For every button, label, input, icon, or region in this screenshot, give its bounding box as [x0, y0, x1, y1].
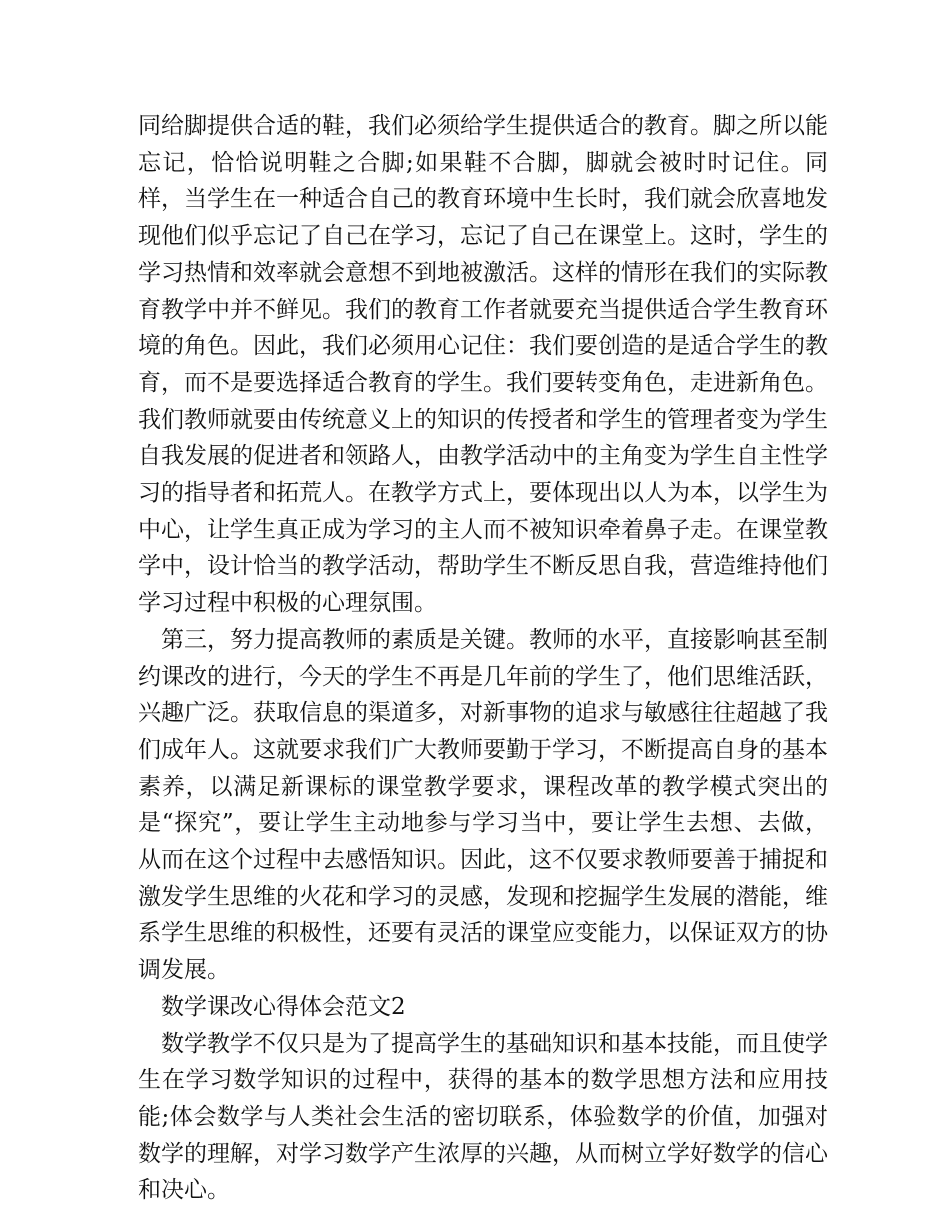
section-heading: 数学课改心得体会范文2: [161, 993, 406, 1020]
body-paragraph-2: 第三，努力提高教师的素质是关键。教师的水平，直接影响甚至制约课改的进行，今天的学生不再是几年前的学生了，他们思维活跃，兴趣广泛。获取信息的渠道多，对新事物的追求与敏感往往超越了我们成年人。这就要求我们广大教师要勤于学习，不断提高自身的基本素养，以满足新课标的课堂教学要求，课程改革的教学模式突出的是“探究”，要让学生主动地参与学习当中，要让学生去想、去做，从而在这个过程中去感悟知识。因此，这不仅要求教师要善于捕捉和激发学生思维的火花和学习的灵感，发现和挖掘学生发展的潜能，维系学生思维的积极性，还要有灵活的课堂应变能力，以保证双方的协调发展。: [138, 626, 828, 984]
document-body: [138, 108, 828, 1209]
body-paragraph-1: 同给脚提供合适的鞋，我们必须给学生提供适合的教育。脚之所以能忘记，恰恰说明鞋之合脚;如果鞋不合脚，脚就会被时时记住。同样，当学生在一种适合自己的教育环境中生长时，我们就会欣喜地发现他们似乎忘记了自己在学习，忘记了自己在课堂上。这时，学生的学习热情和效率就会意想不到地被激活。这样的情形在我们的实际教育教学中并不鲜见。我们的教育工作者就要充当提供适合学生教育环境的角色。因此，我们必须用心记住：我们要创造的是适合学生的教育，而不是要选择适合教育的学生。我们要转变角色，走进新角色。我们教师就要由传统意义上的知识的传授者和学生的管理者变为学生自我发展的促进者和领路人，由教学活动中的主角变为学生自主性学习的指导者和拓荒人。在教学方式上，要体现出以人为本，以学生为中心，让学生真正成为学习的主人而不被知识牵着鼻子走。在课堂教学中，设计恰当的教学活动，帮助学生不断反思自我，营造维持他们学习过程中积极的心理氛围。: [138, 113, 828, 617]
body-paragraph-3: 数学教学不仅只是为了提高学生的基础知识和基本技能，而且使学生在学习数学知识的过程中，获得的基本的数学思想方法和应用技能;体会数学与人类社会生活的密切联系，体验数学的价值，加强对数学的理解，对学习数学产生浓厚的兴趣，从而树立学好数学的信心和决心。: [138, 1030, 828, 1204]
